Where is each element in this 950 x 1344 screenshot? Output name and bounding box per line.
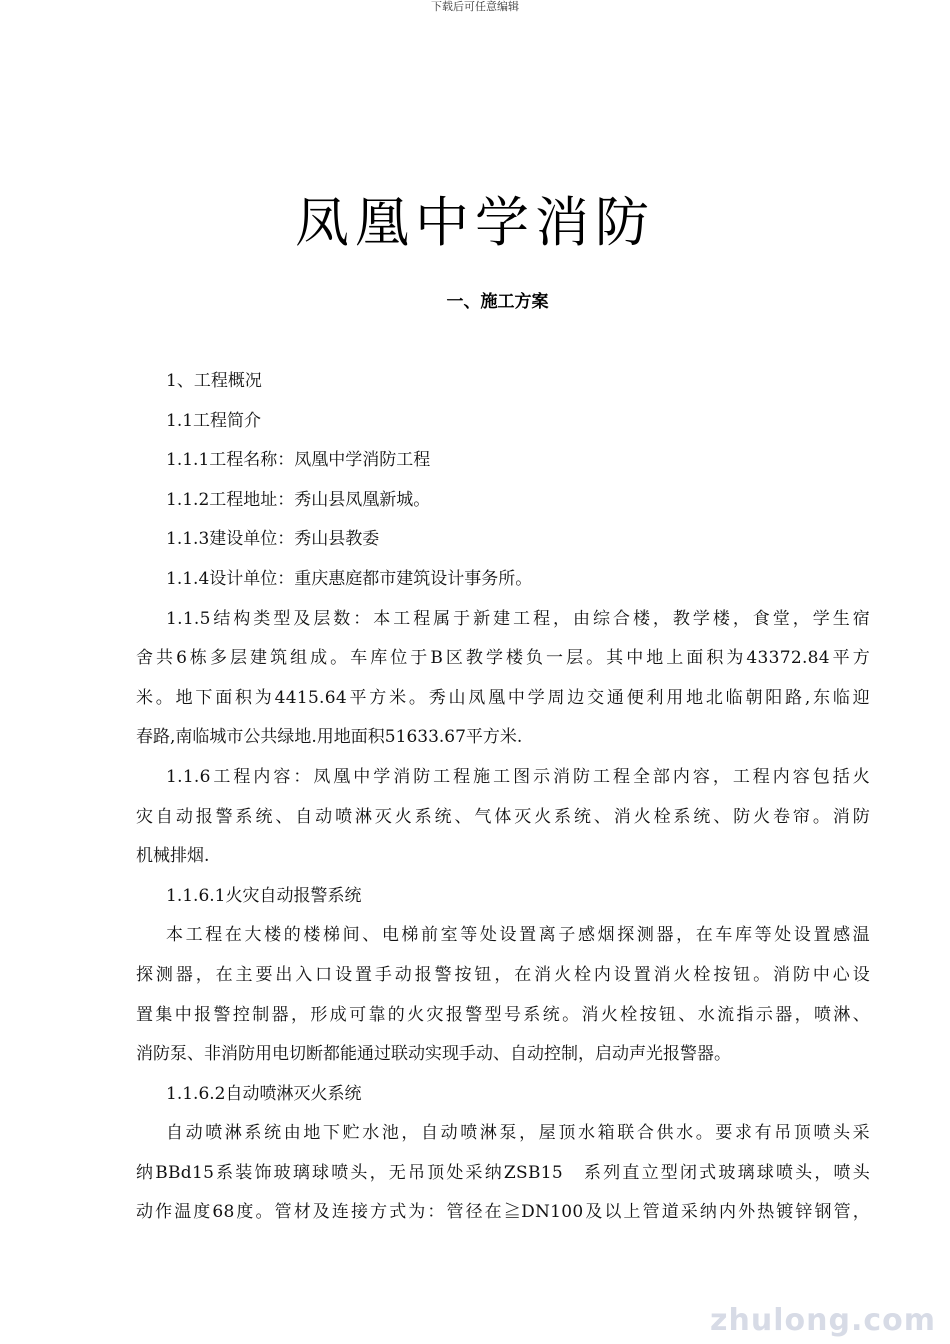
item-project-name: 1.1.1工程名称：凤凰中学消防工程	[166, 450, 431, 471]
paragraph-sprinkler-line: 纳BBd15系装饰玻璃球喷头，无吊顶处采纳ZSB15 系列直立型闭式玻璃球喷头，喷头	[136, 1162, 870, 1183]
heading-fire-alarm: 1.1.6.1火灾自动报警系统	[166, 885, 362, 906]
heading-1: 1、工程概况	[166, 371, 262, 391]
document-body	[136, 362, 870, 1233]
paragraph-fire-alarm-line: 置集中报警控制器，形成可靠的火灾报警型号系统。消火栓按钮、水流指示器，喷淋、	[136, 1004, 870, 1025]
paragraph-structure-line: 春路,南临城市公共绿地.用地面积51633.67平方米.	[136, 727, 523, 748]
paragraph-structure-line: 米。地下面积为4415.64平方米。秀山凤凰中学周边交通便利用地北临朝阳路,东临迎	[136, 687, 870, 708]
heading-sprinkler: 1.1.6.2自动喷淋灭火系统	[166, 1083, 362, 1104]
document-title: 凤凰中学消防	[295, 191, 655, 254]
item-designer: 1.1.4设计单位：重庆惠庭都市建筑设计事务所。	[166, 568, 533, 589]
paragraph-content-line: 1.1.6工程内容：凤凰中学消防工程施工图示消防工程全部内容，工程内容包括火	[166, 766, 870, 787]
paragraph-structure-line: 1.1.5结构类型及层数：本工程属于新建工程，由综合楼，教学楼，食堂，学生宿	[166, 608, 870, 629]
header-note: 下载后可任意编辑	[431, 0, 519, 13]
paragraph-fire-alarm-line: 消防泵、非消防用电切断都能通过联动实现手动、自动控制，启动声光报警器。	[136, 1044, 731, 1065]
paragraph-sprinkler-line: 动作温度68度。管材及连接方式为：管径在≧DN100及以上管道采纳内外热镀锌钢管，	[136, 1202, 870, 1223]
section-heading: 一、施工方案	[446, 292, 549, 312]
item-owner: 1.1.3建设单位：秀山县教委	[166, 529, 380, 550]
paragraph-sprinkler-line: 自动喷淋系统由地下贮水池，自动喷淋泵，屋顶水箱联合供水。要求有吊顶喷头采	[166, 1123, 870, 1144]
paragraph-content-line: 灾自动报警系统、自动喷淋灭火系统、气体灭火系统、消火栓系统、防火卷帘。消防	[136, 806, 870, 827]
paragraph-structure-line: 舍共6栋多层建筑组成。车库位于B区教学楼负一层。其中地上面积为43372.84平方	[136, 648, 870, 669]
paragraph-fire-alarm-line: 探测器，在主要出入口设置手动报警按钮，在消火栓内设置消火栓按钮。消防中心设	[136, 964, 870, 985]
paragraph-fire-alarm-line: 本工程在大楼的楼梯间、电梯前室等处设置离子感烟探测器，在车库等处设置感温	[166, 925, 870, 946]
watermark: zhulong.com	[710, 1303, 936, 1338]
item-project-address: 1.1.2工程地址：秀山县凤凰新城。	[166, 489, 431, 510]
heading-1-1: 1.1工程简介	[166, 410, 262, 431]
paragraph-content-line: 机械排烟.	[136, 846, 210, 867]
